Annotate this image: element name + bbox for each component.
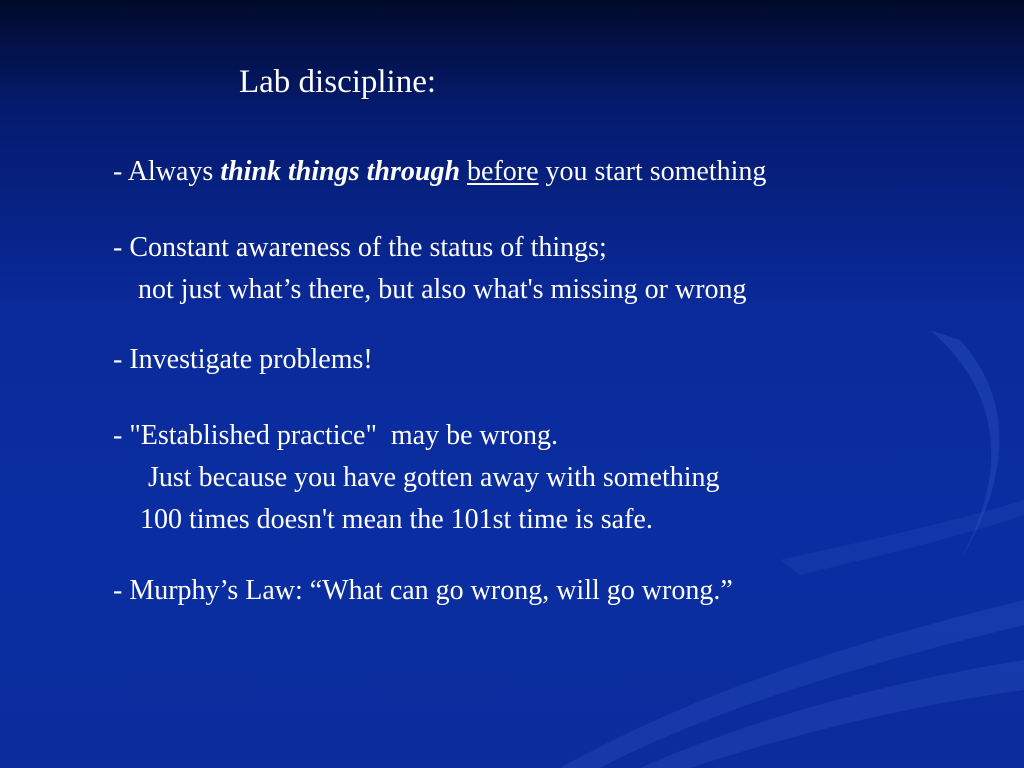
bullet-suffix: you start something (538, 156, 767, 187)
bullet-established-practice-line3: 100 times doesn't mean the 101st time is safe. (140, 504, 653, 535)
bullet-established-practice-line2: Just because you have gotten away with something (148, 462, 720, 493)
slide-title: Lab discipline: (239, 64, 437, 100)
swoosh-stripe (780, 500, 1024, 575)
bullet-space (460, 156, 467, 187)
bullet-prefix: - Always (113, 156, 221, 187)
bullet-murphys-law: - Murphy’s Law: “What can go wrong, will go wrong.” (113, 575, 733, 606)
bullet-constant-awareness: - Constant awareness of the status of things; (113, 232, 607, 263)
emphasis-text: think things through (220, 156, 461, 187)
bullet-investigate: - Investigate problems! (113, 344, 373, 375)
bullet-always-think (113, 155, 766, 189)
underlined-text: before (467, 156, 539, 187)
bullet-established-practice: - "Established practice" may be wrong. (113, 420, 559, 451)
bullet-constant-awareness-continued: not just what’s there, but also what's missing or wrong (138, 274, 747, 305)
